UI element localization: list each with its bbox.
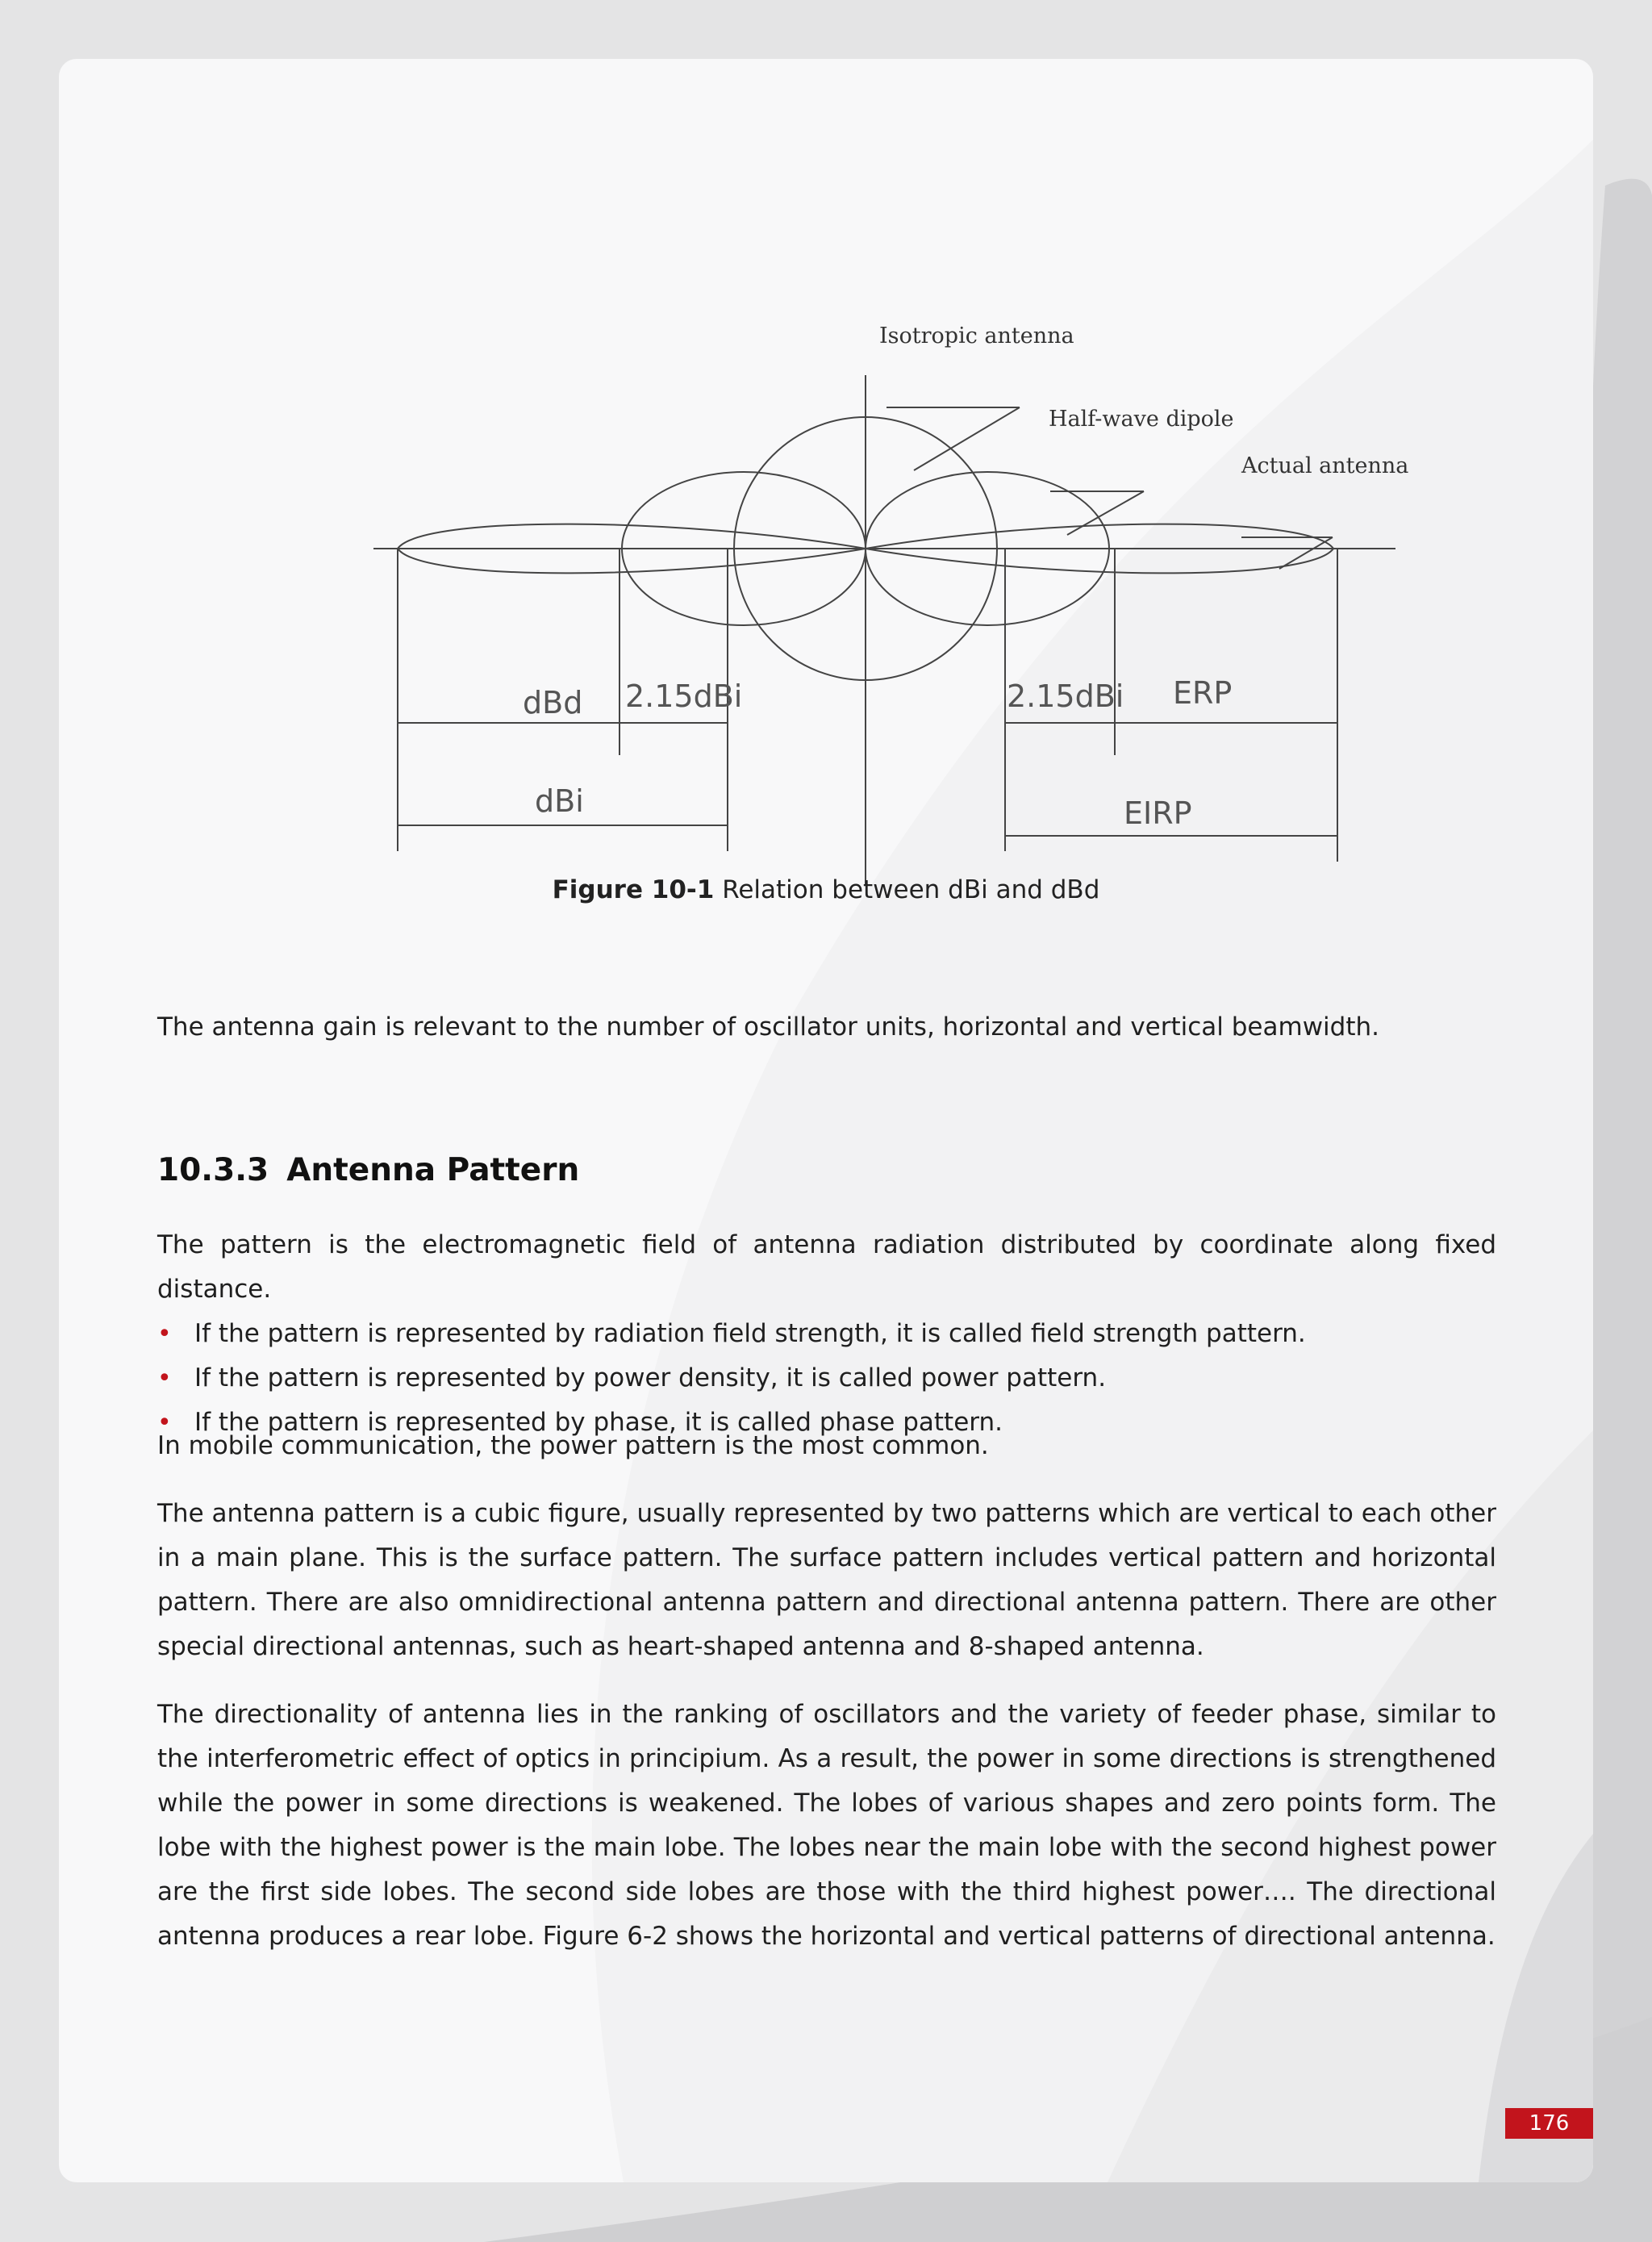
dbd-label: dBd: [523, 685, 583, 720]
figure-title: Relation between dBi and dBd: [722, 875, 1100, 904]
paragraph-directionality: The directionality of antenna lies in the ranking of oscillators and the variety of feeder phase, similar to the interferometric effect of optics in principium. As a result, the power in some directions is strengthened while the power in some directions is weakened. The lobes of various shapes and zero points form. The lobe with the highest power is the main lobe. The lobes near the main lobe with the second highest power are the first side lobes. The second side lobes are those with the third highest power…. The directional antenna produces a rear lobe. Figure 6-2 shows the horizontal and vertical patterns of directional antenna.: [157, 1700, 1496, 1951]
section-number: 10.3.3: [157, 1152, 269, 1188]
bullet-icon: •: [157, 1320, 172, 1348]
list-item-text: If the pattern is represented by power density, it is called power pattern.: [194, 1363, 1107, 1392]
bullet-icon: •: [157, 1409, 172, 1437]
gain-diagram: [309, 301, 1438, 914]
actual-label: Actual antenna: [1241, 453, 1409, 478]
section-title: Antenna Pattern: [286, 1152, 580, 1188]
paragraph-mobile: In mobile communication, the power pattern is the most common.: [157, 1431, 989, 1460]
leader-line: [1279, 537, 1333, 569]
document-page: [59, 59, 1593, 2182]
intro-paragraph-block: [157, 1005, 1496, 1050]
paragraph-pattern-definition: The pattern is the electromagnetic field of antenna radiation distributed by coordinate along fixed distance.: [157, 1230, 1496, 1304]
erp-label: ERP: [1173, 675, 1233, 711]
isotropic-label: Isotropic antenna: [879, 324, 1074, 349]
leader-line: [914, 407, 1020, 470]
bullet-icon: •: [157, 1364, 172, 1392]
paragraph-cubic: The antenna pattern is a cubic figure, usually represented by two patterns which are vertical to each other in a main plane. This is the surface pattern. The surface pattern includes vertical pattern and horizontal pattern. There are also omnidirectional antenna pattern and directional antenna pattern. There are other special directional antennas, such as heart-shaped antenna and 8-shaped antenna.: [157, 1499, 1496, 1661]
list-item-text: If the pattern is represented by phase, it is called phase pattern.: [194, 1408, 1003, 1437]
pattern-definition-block: [157, 1223, 1496, 1445]
figure-number: Figure 10-1: [552, 875, 715, 904]
paragraph-gain: The antenna gain is relevant to the number of oscillator units, horizontal and vertical beamwidth.: [157, 1012, 1380, 1042]
cubic-paragraph-block: [157, 1492, 1496, 1669]
dbi-label: dBi: [535, 783, 584, 819]
eirp-label: EIRP: [1124, 795, 1192, 831]
list-item-text: If the pattern is represented by radiation field strength, it is called field strength pattern.: [194, 1319, 1306, 1348]
page-number: 176: [1505, 2108, 1593, 2139]
gain-relation-figure: [309, 301, 1438, 914]
list-item: [157, 1312, 1496, 1356]
dipole-label: Half-wave dipole: [1049, 407, 1234, 432]
dbi-215-left-label: 2.15dBi: [625, 678, 743, 714]
section-heading: [157, 1152, 597, 1188]
dbi-215-right-label: 2.15dBi: [1007, 678, 1124, 714]
mobile-paragraph-block: [157, 1424, 1496, 1468]
figure-caption: [59, 875, 1593, 904]
directionality-paragraph-block: [157, 1693, 1496, 1959]
list-item: [157, 1356, 1496, 1401]
